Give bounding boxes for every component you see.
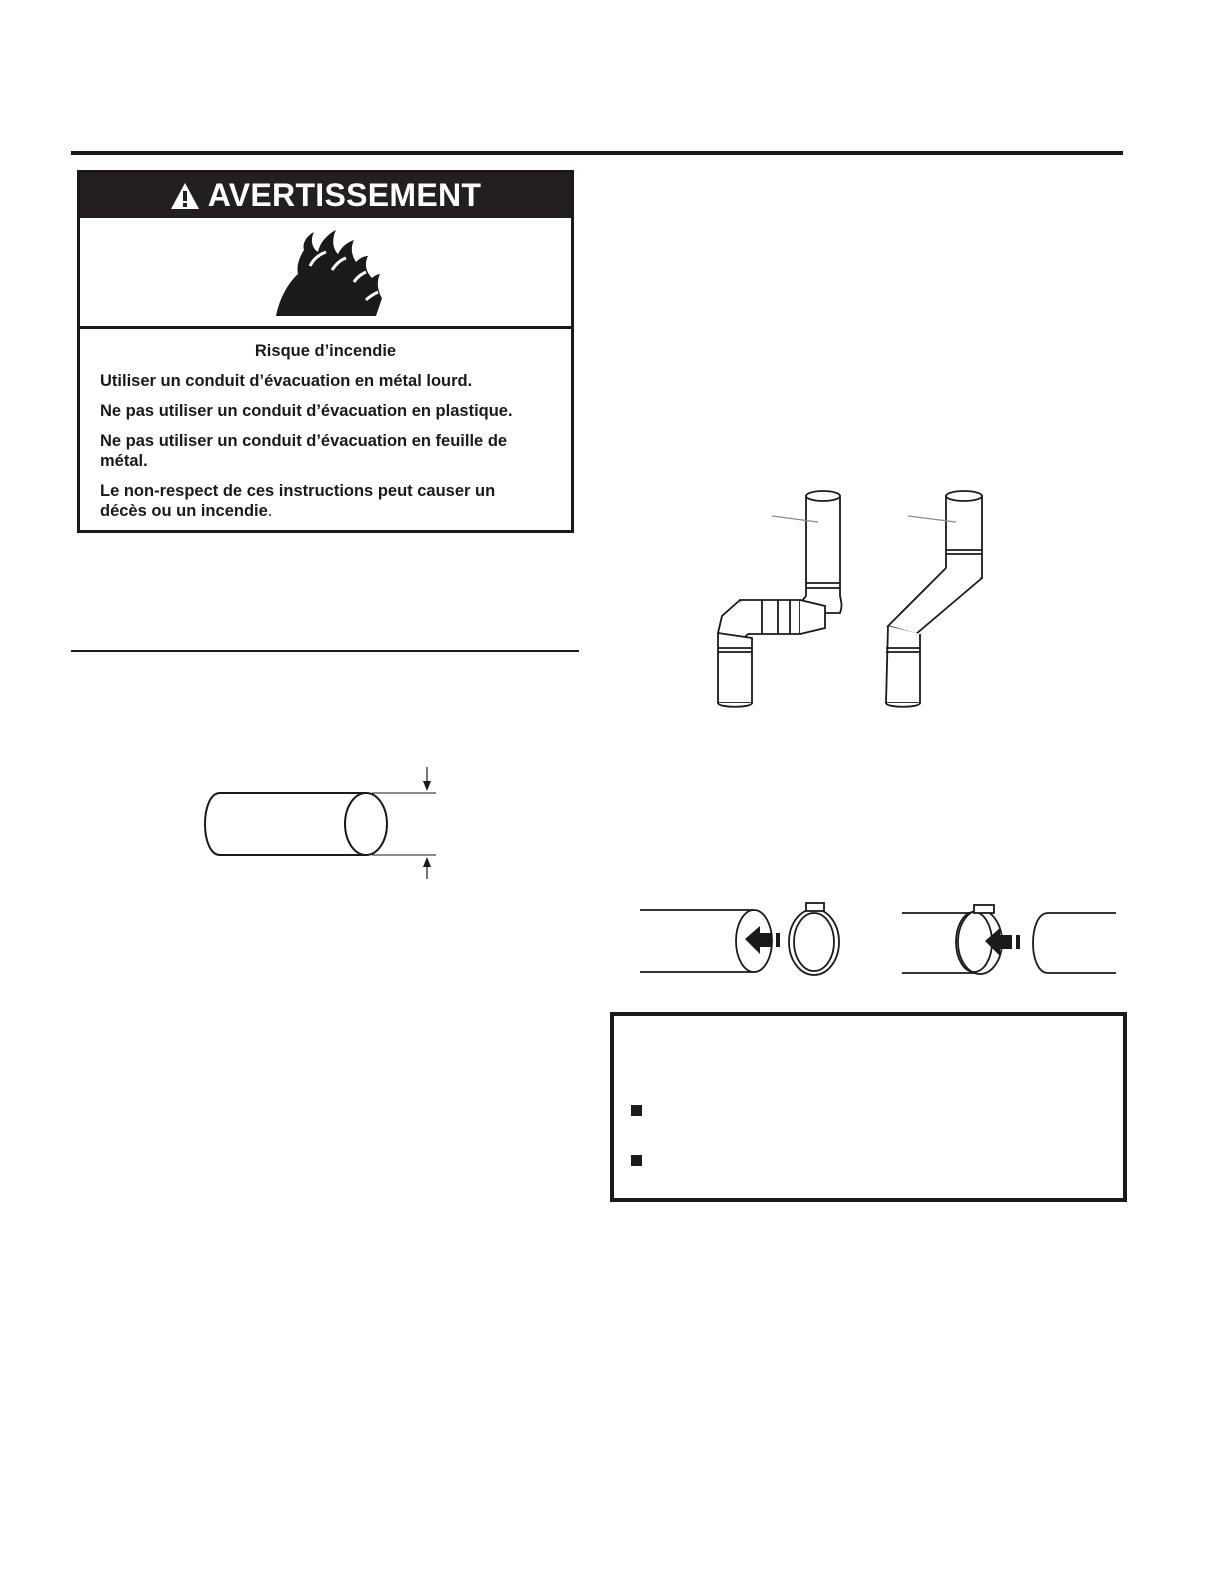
warning-line-4-text: Le non-respect de ces instructions peut causer un décès ou un incendie [100,482,496,520]
warning-line-2: Ne pas utiliser un conduit d’évacuation en plastique. [100,402,513,420]
warning-line-4-period: . [267,502,273,520]
clamp-connection-diagram [636,895,1120,980]
fire-hazard-icon [270,226,386,318]
section-rule [71,650,579,652]
note-bullet-2 [631,1155,642,1166]
warning-line-4 [100,481,500,521]
warning-line-1: Utiliser un conduit d’évacuation en métal lourd. [100,372,473,390]
warning-triangle-icon [170,182,200,210]
warning-subtitle: Risque d’incendie [254,342,397,360]
top-rule [71,151,1123,155]
warning-text [100,341,551,531]
warning-line-3: Ne pas utiliser un conduit d’évacuation en feuille de métal. [100,432,508,470]
note-box [610,1012,1127,1202]
warning-icon-panel [80,218,571,329]
note-bullet-1 [631,1105,642,1116]
warning-header [80,173,571,218]
elbow-duct-diagram [700,488,1030,708]
duct-diameter-diagram [200,765,440,880]
warning-box [77,170,574,533]
warning-title: AVERTISSEMENT [207,177,482,213]
